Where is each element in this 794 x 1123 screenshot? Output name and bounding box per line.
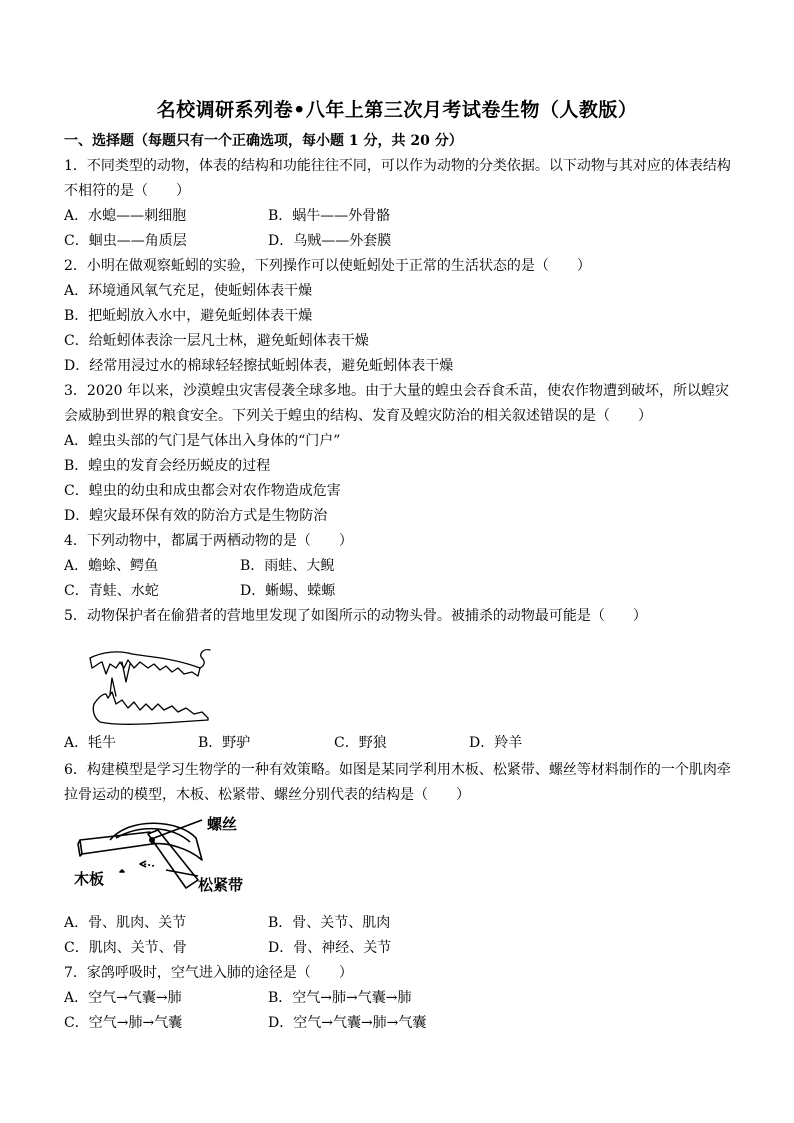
q1-option-b: B．蜗牛——外骨骼: [268, 208, 391, 224]
page-title: 名校调研系列卷•八年上第三次月考试卷生物（人教版）: [156, 99, 638, 121]
q2-option-a: A．环境通风氧气充足，使蚯蚓体表干燥: [64, 283, 313, 299]
q6-stem: 6．构建模型是学习生物学的一种有效策略。如图是某同学利用木板、松紧带、螺丝等材料制作的一个肌肉牵: [64, 762, 731, 778]
q6-option-c: C．肌肉、关节、骨: [64, 940, 187, 956]
q1-stem-cont: 不相符的是（ ）: [64, 183, 190, 199]
section-heading: 一、选择题（每题只有一个正确选项，每小题 1 分，共 20 分）: [64, 133, 463, 149]
q3-stem: 3．2020 年以来，沙漠蝗虫灾害侵袭全球多地。由于大量的蝗虫会吞食禾苗，使农作物遭到破坏，所以蝗灾: [64, 383, 729, 399]
q3-option-c: C．蝗虫的幼虫和成虫都会对农作物造成危害: [64, 483, 341, 499]
q4-option-c: C．青蛙、水蛇: [64, 583, 159, 599]
q3-stem-cont: 会威胁到世界的粮食安全。下列关于蝗虫的结构、发育及蝗灾防治的相关叙述错误的是（ ）: [64, 408, 652, 424]
label-elastic-band: 松紧带: [198, 876, 244, 894]
label-screw: 螺丝: [207, 815, 238, 833]
q5-option-d: D．羚羊: [469, 735, 523, 751]
q3-option-a: A．蝗虫头部的气门是气体出入身体的“门户”: [64, 433, 341, 449]
q4-option-b: B．雨蛙、大鲵: [240, 558, 335, 574]
q5-stem: 5．动物保护者在偷猎者的营地里发现了如图所示的动物头骨。被捕杀的动物最可能是（ ）: [64, 608, 647, 624]
q1-option-d: D．乌贼——外套膜: [268, 233, 392, 249]
q2-option-c: C．给蚯蚓体表涂一层凡士林，避免蚯蚓体表干燥: [64, 333, 369, 349]
q4-option-d: D．蜥蜴、蝾螈: [240, 583, 336, 599]
q3-option-b: B．蝗虫的发育会经历蜕皮的过程: [64, 458, 271, 474]
q1-option-a: A．水螅——刺细胞: [64, 208, 187, 224]
q5-option-c: C．野狼: [334, 735, 387, 751]
label-board: 木板: [74, 870, 105, 888]
q7-stem: 7．家鸽呼吸时，空气进入肺的途径是（ ）: [64, 965, 353, 981]
q4-option-a: A．蟾蜍、鳄鱼: [64, 558, 159, 574]
q7-option-c: C．空气→肺→气囊: [64, 1015, 183, 1031]
q3-option-d: D．蝗灾最环保有效的防治方式是生物防治: [64, 508, 328, 524]
q1-option-c: C．蛔虫——角质层: [64, 233, 187, 249]
q2-option-d: D．经常用浸过水的棉球轻轻擦拭蚯蚓体表，避免蚯蚓体表干燥: [64, 358, 454, 374]
q7-option-d: D．空气→气囊→肺→气囊: [268, 1015, 427, 1031]
q4-stem: 4．下列动物中，都属于两栖动物的是（ ）: [64, 533, 353, 549]
skull-teeth-figure: [88, 638, 218, 730]
q2-option-b: B．把蚯蚓放入水中，避免蚯蚓体表干燥: [64, 308, 313, 324]
q2-stem: 2．小明在做观察蚯蚓的实验，下列操作可以使蚯蚓处于正常的生活状态的是（ ）: [64, 258, 591, 274]
q6-option-d: D．骨、神经、关节: [268, 940, 392, 956]
q7-option-a: A．空气→气囊→肺: [64, 990, 182, 1006]
muscle-model-figure: [70, 814, 260, 896]
q7-option-b: B．空气→肺→气囊→肺: [268, 990, 412, 1006]
q6-option-a: A．骨、肌肉、关节: [64, 915, 187, 931]
q5-option-a: A．牦牛: [64, 735, 117, 751]
q6-option-b: B．骨、关节、肌肉: [268, 915, 391, 931]
q6-stem-cont: 拉骨运动的模型，木板、松紧带、螺丝分别代表的结构是（ ）: [64, 787, 470, 803]
q5-option-b: B．野驴: [198, 735, 251, 751]
q1-stem: 1．不同类型的动物，体表的结构和功能往往不同，可以作为动物的分类依据。以下动物与其对应的体表结构: [64, 158, 731, 174]
